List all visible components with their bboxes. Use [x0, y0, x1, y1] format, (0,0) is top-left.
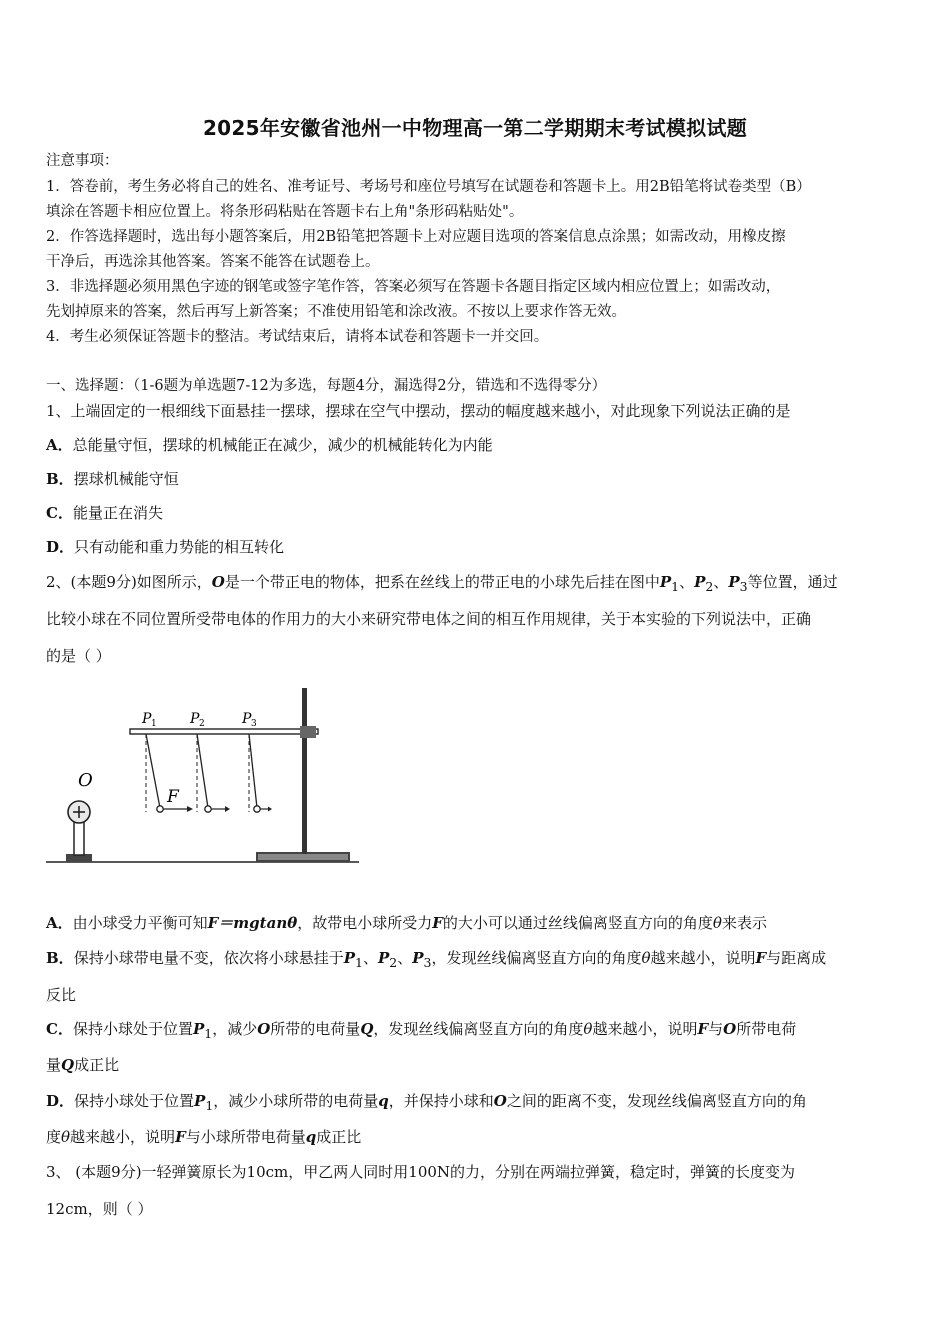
q2-option-b-cont: 反比	[46, 986, 77, 1004]
notice-line: 填涂在答题卡相应位置上。将条形码粘贴在答题卡右上角"条形码粘贴处"。	[46, 204, 524, 220]
q2-stem-line3: 的是（ ）	[46, 647, 111, 665]
q2-option-c-cont: 量Q成正比	[46, 1056, 120, 1074]
threads	[146, 734, 257, 812]
label-p1: P	[142, 711, 152, 727]
q2-option-d: D．保持小球处于位置$P_1$，减少小球所带的电荷量q，并保持小球和O之间的距离不变，发现丝线偏离竖直方向的角	[46, 1092, 807, 1113]
label-p2: P	[190, 711, 200, 727]
stand-pole	[302, 688, 307, 854]
q2-option-b: B．保持小球带电量不变，依次将小球悬挂于$P_1$、$P_2$、$P_3$，发现丝线偏离竖直方向的角度θ越来越小，说明F与距离成	[46, 949, 827, 970]
q2-option-c: C．保持小球处于位置$P_1$，减少O所带的电荷量Q，发现丝线偏离竖直方向的角度θ越来越小，说明F与O所带电荷	[46, 1020, 797, 1041]
notice-line: 干净后，再选涂其他答案。答案不能答在试题卷上。	[46, 254, 380, 270]
page-title: 2025年安徽省池州一中物理高一第二学期期末考试模拟试题	[202, 116, 748, 140]
label-o: O	[78, 770, 93, 791]
label-force: F	[167, 787, 179, 807]
q1-option-d: D．只有动能和重力势能的相互转化	[46, 538, 285, 556]
q2-stem-line2: 比较小球在不同位置所受带电体的作用力的大小来研究带电体之间的相互作用规律，关于本实验的下列说法中，正确	[46, 610, 812, 628]
charged-object-o	[66, 801, 92, 862]
label-p3: P	[242, 711, 252, 727]
notice-line: 3．非选择题必须用黑色字迹的钢笔或签字笔作答，答案必须写在答题卡各题目指定区域内相应位置上；如需改动，	[46, 279, 781, 295]
notice-line: 4．考生必须保证答题卡的整洁。考试结束后，请将本试卷和答题卡一并交回。	[46, 329, 549, 345]
label-p1-sub: 1	[151, 719, 157, 729]
label-p2-sub: 2	[199, 719, 205, 729]
label-p3-sub: 3	[251, 719, 257, 729]
q2-option-a: A．由小球受力平衡可知F＝mgtanθ，故带电小球所受力F的大小可以通过丝线偏离竖直方向的角度θ来表示	[46, 914, 767, 932]
notice-line: 1．答卷前，考生务必将自己的姓名、准考证号、考场号和座位号填写在试题卷和答题卡上。用2B铅笔将试卷类型（B）	[46, 179, 811, 195]
q2-stem-line1: 2、(本题9分)如图所示，O是一个带正电的物体，把系在丝线上的带正电的小球先后挂在图中$P_1$、$P_2$、$P_3$等位置，通过	[46, 573, 838, 594]
q1-option-b: B．摆球机械能守恒	[46, 470, 179, 488]
q1-option-a: A．总能量守恒，摆球的机械能正在减少，减少的机械能转化为内能	[46, 436, 493, 454]
q3-stem-line1: 3、 (本题9分)一轻弹簧原长为10cm，甲乙两人同时用100N的力，分别在两端拉弹簧，稳定时，弹簧的长度变为	[46, 1163, 796, 1181]
q1-stem: 1、上端固定的一根细线下面悬挂一摆球，摆球在空气中摆动，摆动的幅度越来越小，对此现象下列说法正确的是	[46, 402, 791, 420]
horizontal-rod	[130, 726, 318, 738]
q2-option-d-cont: 度θ越来越小，说明F与小球所带电荷量q成正比	[46, 1128, 362, 1146]
q3-stem-line2: 12cm，则（ ）	[46, 1200, 153, 1218]
electroscope-figure	[44, 682, 364, 868]
notice-heading: 注意事项：	[46, 153, 119, 169]
q1-option-c: C．能量正在消失	[46, 504, 163, 522]
section-heading: 一、选择题：（1-6题为单选题7-12为多选，每题4分，漏选得2分，错选和不选得零分）	[46, 378, 607, 394]
notice-line: 先划掉原来的答案，然后再写上新答案；不准使用铅笔和涂改液。不按以上要求作答无效。	[46, 304, 626, 320]
notice-line: 2．作答选择题时，选出每小题答案后，用2B铅笔把答题卡上对应题目选项的答案信息点涂黑；如需改动，用橡皮擦	[46, 229, 786, 245]
